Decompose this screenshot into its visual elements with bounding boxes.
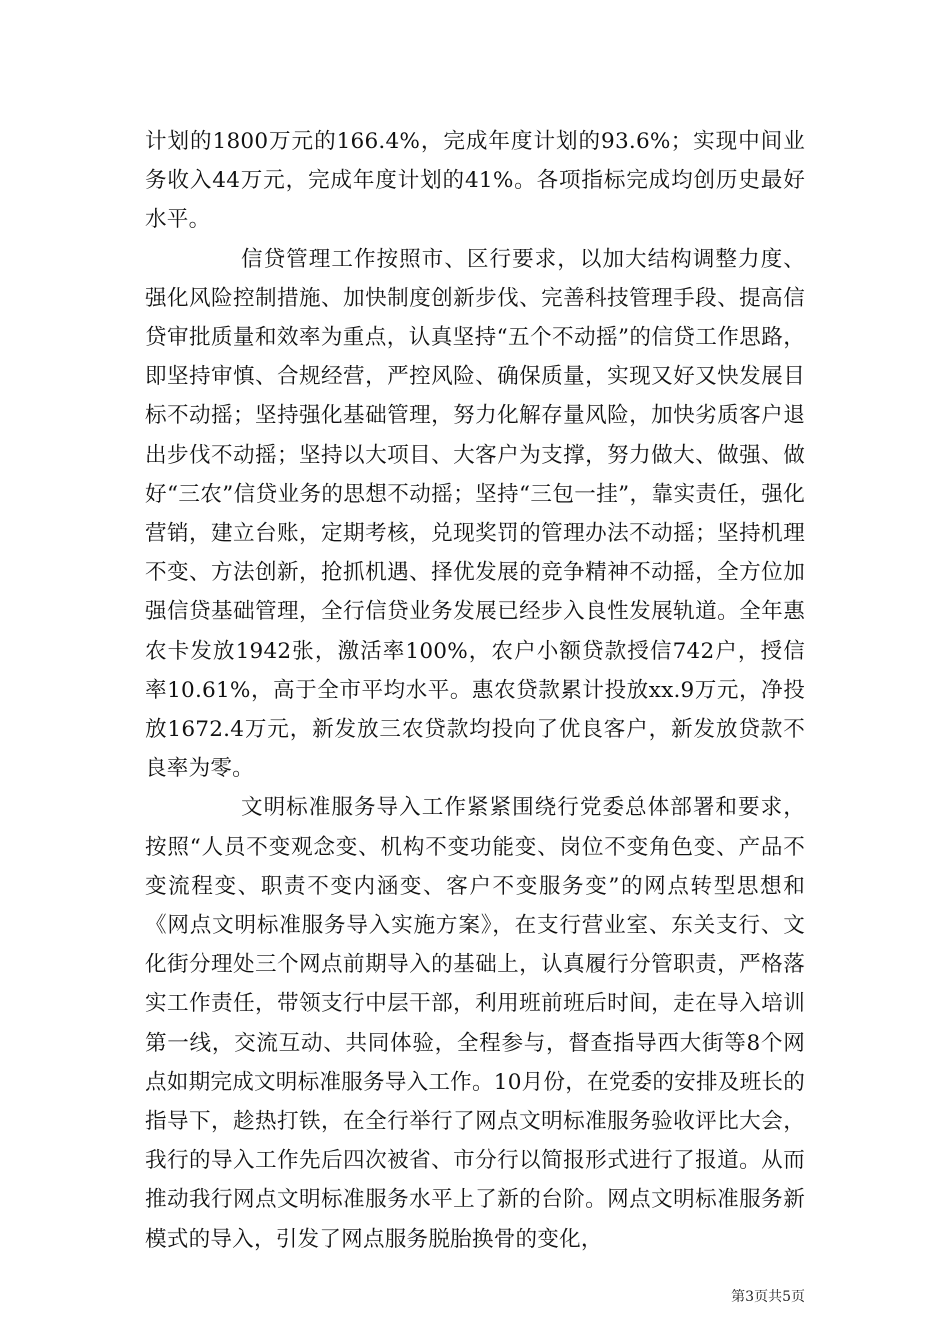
paragraph-2: 信贷管理工作按照市、区行要求，以加大结构调整力度、强化风险控制措施、加快制度创新步伐、完善科技管理手段、提高信贷审批质量和效率为重点，认真坚持“五个不动摇”的信贷工作思路，即坚持审慎、合规经营，严控风险、确保质量，实现又好又快发展目标不动摇；坚持强化基础管理，努力化解存量风险，加快劣质客户退出步伐不动摇；坚持以大项目、大客户为支撑，努力做大、做强、做好“三农”信贷业务的思想不动摇；坚持“三包一挂”，靠实责任，强化营销，建立台账，定期考核，兑现奖罚的管理办法不动摇；坚持机理不变、方法创新，抢抓机遇、择优发展的竞争精神不动摇，全方位加强信贷基础管理，全行信贷业务发展已经步入良性发展轨道。全年惠农卡发放1942张，激活率100%，农户小额贷款授信742户，授信率10.61%，高于全市平均水平。惠农贷款累计投放xx.9万元，净投放1672.4万元，新发放三农贷款均投向了优良客户，新发放贷款不良率为零。: [145, 246, 805, 782]
page-number: 第3页共5页: [731, 1289, 805, 1305]
body-text: [145, 122, 805, 1259]
paragraph-1: 计划的1800万元的166.4%，完成年度计划的93.6%；实现中间业务收入44万元，完成年度计划的41%。各项指标完成均创历史最好水平。: [145, 129, 805, 233]
paragraph-3: 文明标准服务导入工作紧紧围绕行党委总体部署和要求，按照“人员不变观念变、机构不变功能变、岗位不变角色变、产品不变流程变、职责不变内涵变、客户不变服务变”的网点转型思想和《网点文明标准服务导入实施方案》，在支行营业室、东关支行、文化街分理处三个网点前期导入的基础上，认真履行分管职责，严格落实工作责任，带领支行中层干部，利用班前班后时间，走在导入培训第一线，交流互动、共同体验，全程参与，督查指导西大街等8个网点如期完成文明标准服务导入工作。10月份，在党委的安排及班长的指导下，趁热打铁，在全行举行了网点文明标准服务验收评比大会，我行的导入工作先后四次被省、市分行以简报形式进行了报道。从而推动我行网点文明标准服务水平上了新的台阶。网点文明标准服务新模式的导入，引发了网点服务脱胎换骨的变化，: [145, 795, 805, 1252]
